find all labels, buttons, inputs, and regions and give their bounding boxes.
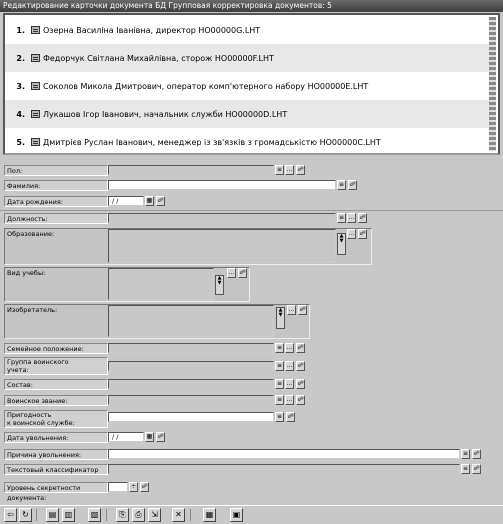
- sostav-field[interactable]: [108, 379, 274, 389]
- ellipsis-button[interactable]: ...: [348, 214, 355, 221]
- ellipsis-button[interactable]: ...: [286, 380, 293, 387]
- dropdown-icon[interactable]: ≡: [462, 465, 469, 472]
- spinner-icon[interactable]: ÷: [130, 483, 137, 490]
- lookup-icon[interactable]: ☍: [299, 306, 306, 313]
- lookup-icon[interactable]: ☍: [297, 344, 304, 351]
- dropdown-icon[interactable]: ≡: [338, 181, 345, 188]
- vid-ucheby-label: Вид учебы:: [7, 269, 46, 277]
- ellipsis-button[interactable]: ...: [286, 396, 293, 403]
- dropdown-icon[interactable]: ≡: [338, 214, 345, 221]
- ellipsis-button[interactable]: ...: [286, 362, 293, 369]
- document-icon[interactable]: ▤: [46, 508, 59, 522]
- voinskoe-label: Воинское звание:: [4, 395, 108, 406]
- item-number: 5.: [16, 137, 25, 147]
- klassifikator-field[interactable]: [108, 464, 460, 474]
- lookup-icon[interactable]: ☍: [157, 433, 164, 440]
- lookup-icon[interactable]: ☍: [473, 465, 480, 472]
- ellipsis-button[interactable]: ...: [228, 269, 235, 276]
- list-item[interactable]: [5, 100, 489, 128]
- semeinoe-field[interactable]: [108, 343, 274, 353]
- lookup-icon[interactable]: ☍: [297, 166, 304, 173]
- prichina-label: Причина увольнения:: [4, 449, 108, 460]
- prichina-input[interactable]: [108, 449, 460, 459]
- ellipsis-button[interactable]: ...: [286, 166, 293, 173]
- dropdown-icon[interactable]: ≡: [276, 166, 283, 173]
- lookup-icon[interactable]: ☍: [473, 450, 480, 457]
- dropdown-icon[interactable]: ≡: [276, 413, 283, 420]
- izobretatel-field[interactable]: [108, 305, 274, 337]
- dropdown-icon[interactable]: ≡: [276, 380, 283, 387]
- ellipsis-button[interactable]: ...: [348, 230, 355, 237]
- divider: [0, 210, 503, 211]
- document-new-icon[interactable]: ▥: [62, 508, 75, 522]
- calendar-icon[interactable]: ▦: [146, 433, 153, 440]
- list-item[interactable]: [5, 72, 489, 100]
- dolzhnost-field[interactable]: [108, 213, 336, 223]
- voinskoe-field[interactable]: [108, 395, 274, 405]
- birth-date-input[interactable]: / /: [108, 196, 144, 206]
- toolbar-separator: [36, 509, 37, 521]
- obrazovanie-label: Образование:: [7, 230, 55, 238]
- item-number: 2.: [16, 53, 25, 63]
- lookup-icon[interactable]: ☍: [359, 230, 366, 237]
- lookup-icon[interactable]: ☍: [287, 413, 294, 420]
- bottom-toolbar: [0, 505, 503, 524]
- lookup-icon[interactable]: ☍: [349, 181, 356, 188]
- print-icon[interactable]: ⎙: [132, 508, 145, 522]
- item-text: Соколов Микола Дмитрович, оператор комп'ютерного набору НО00000E.LHT: [43, 81, 369, 91]
- document-list[interactable]: [3, 13, 500, 155]
- document-icon: [31, 82, 40, 90]
- familiya-input[interactable]: [108, 180, 336, 190]
- prigodnost-label: [4, 410, 108, 428]
- window-title: Редактирование карточки документа БД Групповая корректировка документов: 5: [0, 0, 503, 12]
- scroll-icon[interactable]: ▲ ▼: [215, 275, 224, 295]
- dropdown-icon[interactable]: ≡: [276, 362, 283, 369]
- list-scrollbar[interactable]: [489, 17, 496, 151]
- list-item[interactable]: [5, 128, 489, 156]
- birth-date-label: Дата рождения:: [4, 196, 108, 207]
- scroll-icon[interactable]: ▲ ▼: [276, 307, 285, 329]
- dismiss-date-input[interactable]: / /: [108, 432, 144, 442]
- klassifikator-label: Текстовый классификатор: [4, 464, 108, 475]
- gruppa-field[interactable]: [108, 361, 274, 371]
- obrazovanie-field[interactable]: [108, 229, 336, 263]
- vid-ucheby-field[interactable]: [108, 268, 214, 300]
- pol-label: Пол:: [4, 165, 108, 176]
- ellipsis-button[interactable]: ...: [286, 344, 293, 351]
- document-icon: [31, 26, 40, 34]
- grid-icon[interactable]: ▦: [203, 508, 216, 522]
- lookup-icon[interactable]: ☍: [297, 380, 304, 387]
- toolbar-separator: [190, 509, 191, 521]
- gruppa-label: [4, 357, 108, 375]
- secret-level-input[interactable]: [108, 482, 128, 492]
- lookup-icon[interactable]: ☍: [359, 214, 366, 221]
- ellipsis-button[interactable]: ...: [288, 306, 295, 313]
- item-number: 4.: [16, 109, 25, 119]
- document-icon: [31, 54, 40, 62]
- prigodnost-input[interactable]: [108, 412, 274, 422]
- exit-icon[interactable]: ⇦: [4, 508, 17, 522]
- scroll-icon[interactable]: ▲ ▼: [337, 233, 346, 255]
- prigodnost-label-line2: к воинской службе:: [7, 419, 75, 427]
- item-number: 3.: [16, 81, 25, 91]
- dropdown-icon[interactable]: ≡: [276, 396, 283, 403]
- save-icon[interactable]: ▣: [230, 508, 243, 522]
- dismiss-date-label: Дата увольнения:: [4, 432, 108, 443]
- edit-form: [0, 157, 503, 505]
- item-text: Федорчук Світлана Михайлівна, сторож НО00000F.LHT: [43, 53, 274, 63]
- izobretatel-label: Изобретатель:: [7, 306, 58, 314]
- lookup-icon[interactable]: ☍: [297, 362, 304, 369]
- lookup-icon[interactable]: ☍: [239, 269, 246, 276]
- refresh-icon[interactable]: ↻: [19, 508, 32, 522]
- pol-field[interactable]: [108, 165, 274, 175]
- copy-icon[interactable]: ▧: [88, 508, 101, 522]
- toolbar-separator: [106, 509, 107, 521]
- prigodnost-label-line1: Пригодность: [7, 411, 52, 419]
- gruppa-label-line1: Группа воинского: [7, 358, 69, 366]
- lookup-icon[interactable]: ☍: [157, 197, 164, 204]
- paste-icon[interactable]: ⎘: [116, 508, 129, 522]
- sostav-label: Состав:: [4, 379, 108, 390]
- semeinoe-label: Семейное положение:: [4, 343, 108, 354]
- document-icon: [31, 138, 40, 146]
- list-item[interactable]: [5, 44, 489, 72]
- gruppa-label-line2: учета:: [7, 366, 29, 374]
- dolzhnost-label: Должность:: [4, 213, 108, 224]
- secret-level-label: Уровень секретности документа:: [4, 482, 108, 493]
- delete-icon[interactable]: ✕: [172, 508, 185, 522]
- item-number: 1.: [16, 25, 25, 35]
- export-icon[interactable]: ⇲: [148, 508, 161, 522]
- list-item[interactable]: [5, 16, 489, 44]
- dropdown-icon[interactable]: ≡: [462, 450, 469, 457]
- document-icon: [31, 110, 40, 118]
- item-text: Озерна Василіна Іванівна, директор НО00000G.LHT: [43, 25, 261, 35]
- lookup-icon[interactable]: ☍: [141, 483, 148, 490]
- item-text: Дмитрієв Руслан Іванович, менеджер із зв'язків з громадськістю НО00000C.LHT: [43, 137, 381, 147]
- lookup-icon[interactable]: ☍: [297, 396, 304, 403]
- calendar-icon[interactable]: ▦: [146, 197, 153, 204]
- dropdown-icon[interactable]: ≡: [276, 344, 283, 351]
- item-text: Лукашов Ігор Іванович, начальник служби НО00000D.LHT: [43, 109, 288, 119]
- familiya-label: Фамилия:: [4, 180, 108, 191]
